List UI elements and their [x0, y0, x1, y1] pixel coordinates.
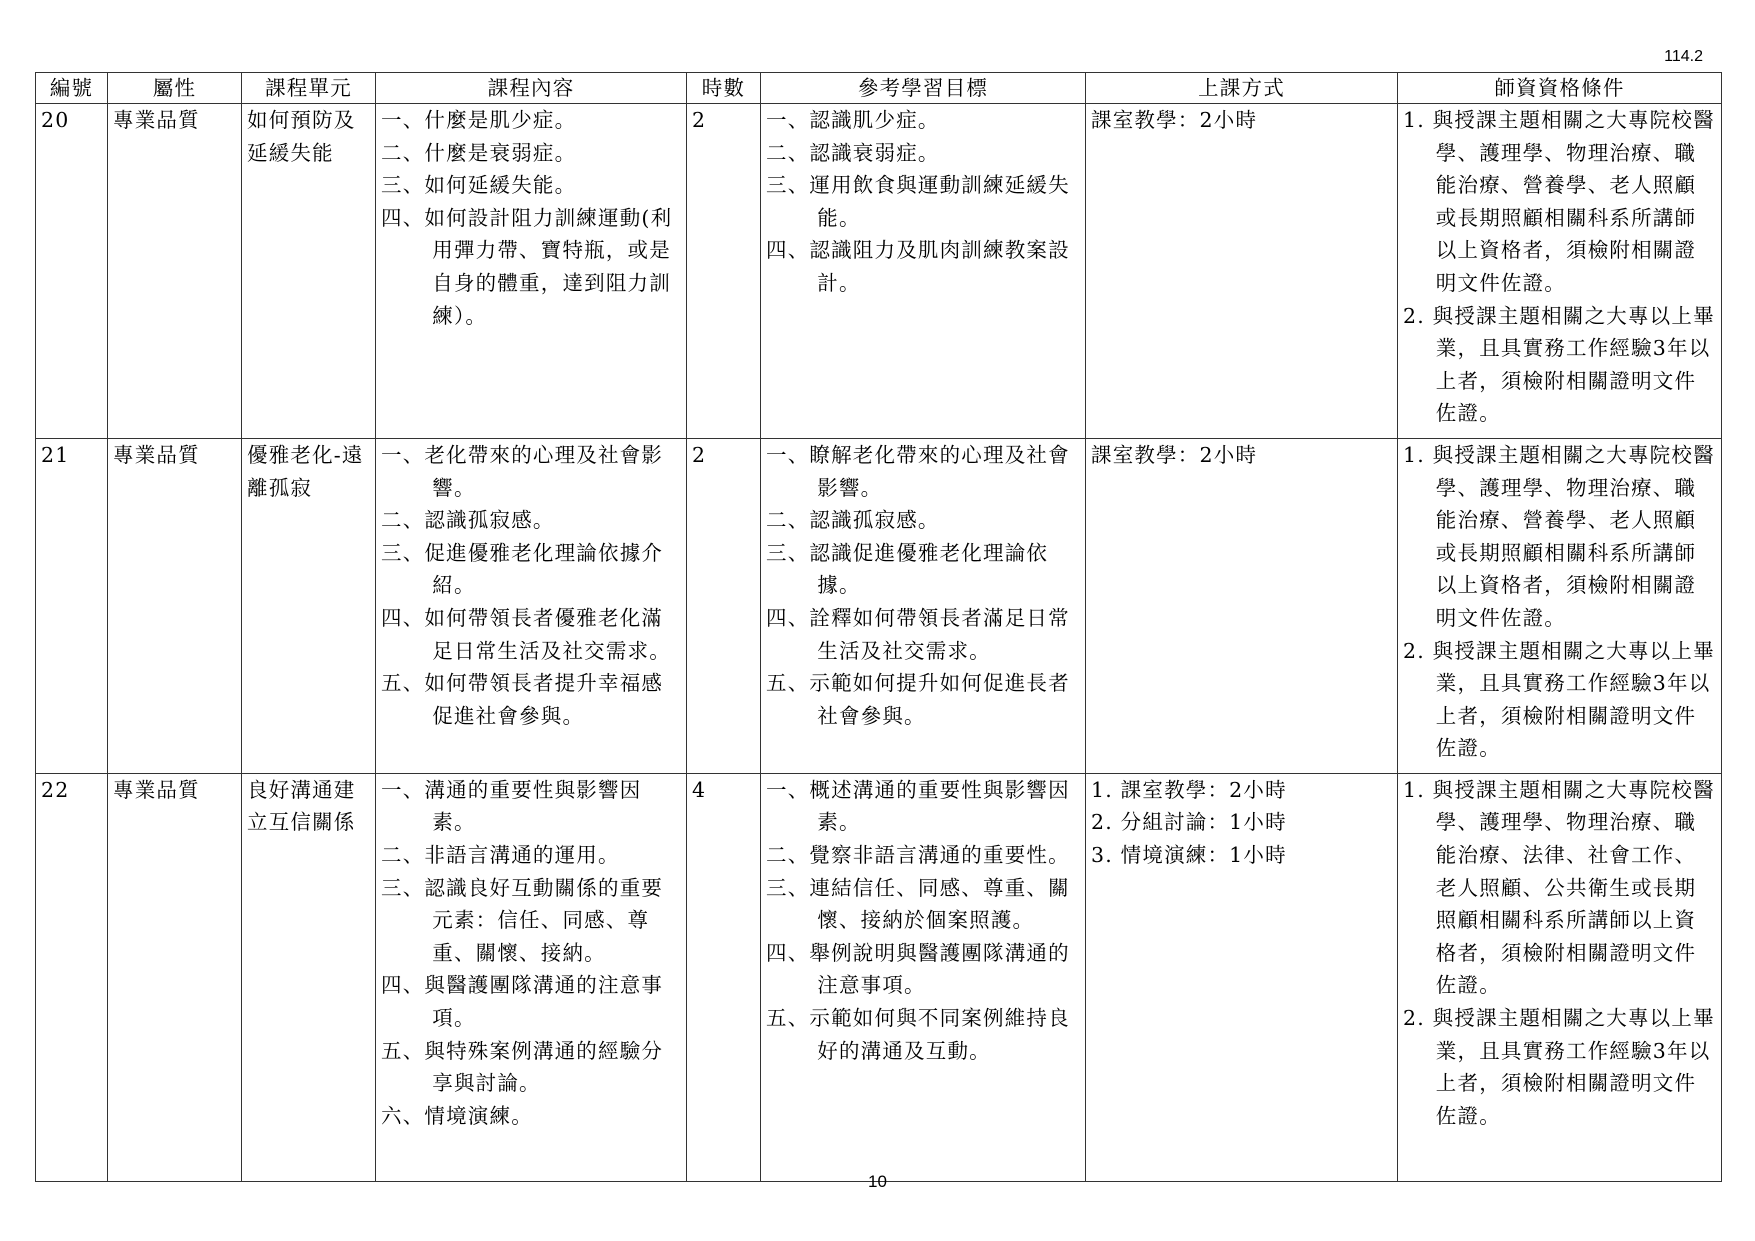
content-item: 四、如何帶領長者優雅老化滿足日常生活及社交需求。: [381, 605, 671, 663]
goal-item: 四、舉例說明與醫護團隊溝通的注意事項。: [766, 940, 1070, 998]
row-method: [1086, 773, 1398, 1181]
row-attribute: 專業品質: [108, 773, 242, 1181]
header-method: 上課方式: [1086, 73, 1398, 104]
method-item: 課室教學：2小時: [1091, 108, 1258, 132]
row-content: [376, 438, 687, 773]
row-id: 22: [36, 773, 108, 1181]
page-number: 10: [868, 1172, 887, 1191]
row-unit: 如何預防及延緩失能: [242, 104, 376, 439]
goal-item: 二、認識孤寂感。: [766, 508, 940, 533]
row-id: 21: [36, 438, 108, 773]
row-attribute: 專業品質: [108, 104, 242, 439]
row-hours: 2: [687, 438, 761, 773]
row-qualification: [1398, 104, 1722, 439]
content-item: 三、認識良好互動關係的重要元素：信任、同感、尊重、關懷、接納。: [381, 875, 664, 965]
content-item: 三、如何延緩失能。: [381, 173, 577, 198]
goal-item: 一、瞭解老化帶來的心理及社會影響。: [766, 442, 1070, 500]
content-item: 四、與醫護團隊溝通的注意事項。: [381, 973, 664, 1031]
qualification-item: 2. 與授課主題相關之大專以上畢業，且具實務工作經驗3年以上者，須檢附相關證明文件佐證。: [1403, 303, 1715, 426]
row-qualification: [1398, 438, 1722, 773]
content-item: 四、如何設計阻力訓練運動(利用彈力帶、寶特瓶，或是自身的體重，達到阻力訓練）。: [381, 205, 673, 328]
qualification-item: 2. 與授課主題相關之大專以上畢業，且具實務工作經驗3年以上者，須檢附相關證明文件佐證。: [1403, 638, 1715, 761]
qualification-item: 1. 與授課主題相關之大專院校醫學、護理學、物理治療、職能治療、法律、社會工作、老人照顧、公共衛生或長期照顧相關科系所講師以上資格者，須檢附相關證明文件佐證。: [1403, 777, 1715, 998]
content-item: 六、情境演練。: [381, 1103, 533, 1128]
table-header-row: [36, 73, 1722, 104]
table-row: [36, 438, 1722, 773]
goal-item: 三、認識促進優雅老化理論依據。: [766, 540, 1049, 598]
header-hours: 時數: [687, 73, 761, 104]
goal-item: 一、認識肌少症。: [766, 108, 940, 132]
content-item: 二、認識孤寂感。: [381, 508, 555, 533]
row-qualification: [1398, 773, 1722, 1181]
header-content: 課程內容: [376, 73, 687, 104]
goal-item: 三、連結信任、同感、尊重、關懷、接納於個案照護。: [766, 875, 1070, 933]
content-item: 五、如何帶領長者提升幸福感促進社會參與。: [381, 671, 664, 728]
row-attribute: 專業品質: [108, 438, 242, 773]
goal-item: 五、示範如何提升如何促進長者社會參與。: [766, 671, 1070, 728]
row-goals: [761, 104, 1086, 439]
goal-item: 五、示範如何與不同案例維持良好的溝通及互動。: [766, 1006, 1070, 1063]
table-row: [36, 104, 1722, 439]
header-qualification: 師資資格條件: [1398, 73, 1722, 104]
header-id: 編號: [36, 73, 108, 104]
goal-item: 四、認識阻力及肌肉訓練教案設計。: [766, 238, 1070, 295]
qualification-item: 2. 與授課主題相關之大專以上畢業，且具實務工作經驗3年以上者，須檢附相關證明文件佐證。: [1403, 1006, 1715, 1128]
row-method: [1086, 438, 1398, 773]
method-item: 2. 分組討論：1小時: [1091, 810, 1287, 835]
method-item: 1. 課室教學：2小時: [1091, 777, 1287, 802]
content-item: 一、溝通的重要性與影響因素。: [381, 777, 642, 835]
qualification-item: 1. 與授課主題相關之大專院校醫學、護理學、物理治療、職能治療、營養學、老人照顧或長期照顧相關科系所講師以上資格者，須檢附相關證明文件佐證。: [1403, 442, 1715, 630]
row-unit: 優雅老化-遠離孤寂: [242, 438, 376, 773]
goal-item: 一、概述溝通的重要性與影響因素。: [766, 777, 1070, 835]
course-table: [35, 72, 1722, 1182]
content-item: 二、非語言溝通的運用。: [381, 843, 620, 868]
content-item: 二、什麼是衰弱症。: [381, 140, 577, 165]
row-id: 20: [36, 104, 108, 439]
row-content: [376, 773, 687, 1181]
method-item: 課室教學：2小時: [1091, 442, 1258, 467]
goal-item: 二、認識衰弱症。: [766, 140, 940, 165]
row-goals: [761, 773, 1086, 1181]
row-unit: 良好溝通建立互信關係: [242, 773, 376, 1181]
header-unit: 課程單元: [242, 73, 376, 104]
content-item: 一、老化帶來的心理及社會影響。: [381, 442, 664, 500]
goal-item: 四、詮釋如何帶領長者滿足日常生活及社交需求。: [766, 605, 1070, 663]
content-item: 一、什麼是肌少症。: [381, 108, 577, 132]
header-attribute: 屬性: [108, 73, 242, 104]
row-content: [376, 104, 687, 439]
version-label: 114.2: [1664, 48, 1703, 65]
row-goals: [761, 438, 1086, 773]
row-method: [1086, 104, 1398, 439]
row-hours: 2: [687, 104, 761, 439]
row-hours: 4: [687, 773, 761, 1181]
qualification-item: 1. 與授課主題相關之大專院校醫學、護理學、物理治療、職能治療、營養學、老人照顧或長期照顧相關科系所講師以上資格者，須檢附相關證明文件佐證。: [1403, 108, 1715, 295]
goal-item: 二、覺察非語言溝通的重要性。: [766, 843, 1070, 868]
content-item: 三、促進優雅老化理論依據介紹。: [381, 540, 664, 598]
header-goals: 參考學習目標: [761, 73, 1086, 104]
table-row: [36, 773, 1722, 1181]
method-item: 3. 情境演練：1小時: [1091, 843, 1287, 868]
goal-item: 三、運用飲食與運動訓練延緩失能。: [766, 173, 1070, 230]
content-item: 五、與特殊案例溝通的經驗分享與討論。: [381, 1038, 664, 1096]
